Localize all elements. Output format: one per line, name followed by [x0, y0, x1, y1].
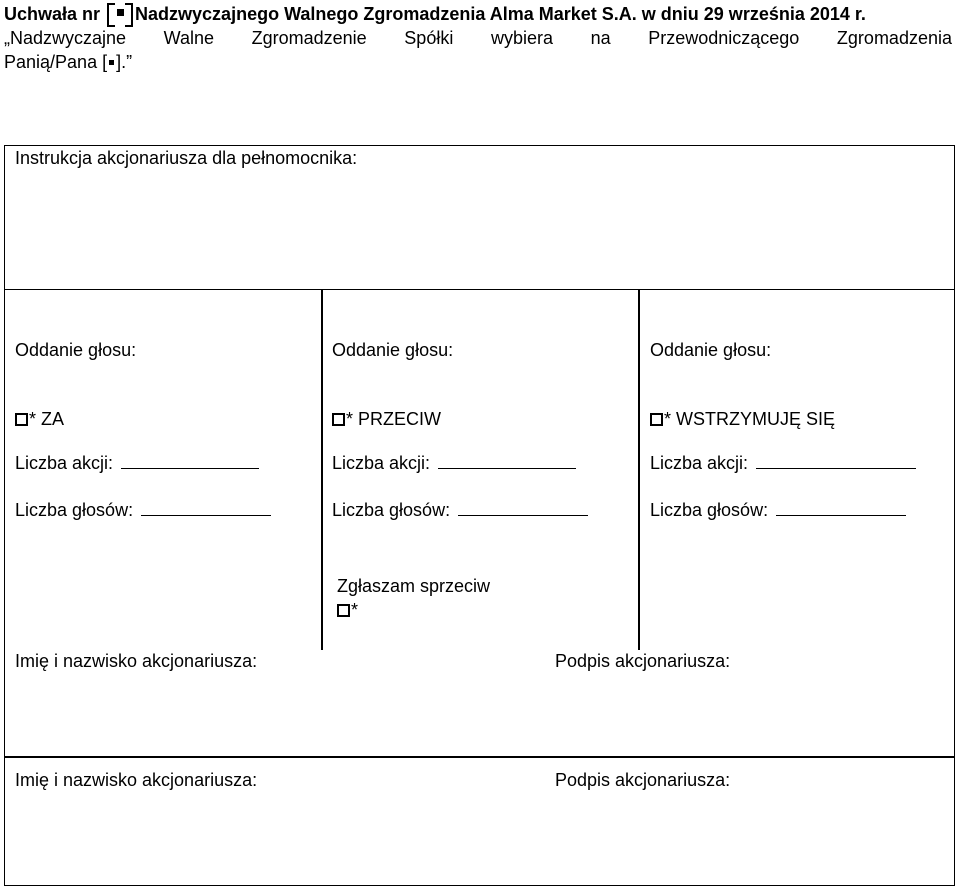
resolution-title-prefix: Uchwała nr	[4, 4, 106, 24]
resolution-text-line2-suffix: ].”	[116, 52, 133, 72]
placeholder-bracket-icon	[107, 3, 133, 23]
shares-field	[650, 453, 916, 474]
votes-input-line[interactable]	[141, 514, 271, 516]
votes-field	[332, 500, 588, 521]
shares-input-line[interactable]	[438, 467, 576, 469]
resolution-title-suffix: Nadzwyczajnego Walnego Zgromadzenia Alma Market S.A. w dniu 29 września 2014 r.	[135, 4, 866, 24]
instruction-label: Instrukcja akcjonariusza dla pełnomocnika:	[15, 148, 358, 168]
shares-field	[332, 453, 576, 474]
shareholder-signature-label: Podpis akcjonariusza:	[555, 651, 731, 671]
vote-option-for[interactable]	[15, 409, 64, 430]
vote-column-abstain	[650, 290, 950, 650]
checkbox-icon[interactable]	[15, 413, 28, 426]
shares-input-line[interactable]	[756, 467, 916, 469]
shareholder-signature-label: Podpis akcjonariusza:	[555, 770, 731, 790]
vote-option-label: * PRZECIW	[346, 409, 442, 429]
shares-label: Liczba akcji:	[15, 453, 114, 473]
row-divider	[5, 756, 954, 758]
checkbox-icon[interactable]	[337, 604, 350, 617]
objection-option[interactable]	[337, 598, 490, 622]
resolution-text-line2	[4, 50, 952, 74]
resolution-text-line1: „Nadzwyczajne Walne Zgromadzenie Spółki wybiera na Przewodniczącego Zgromadzenia	[4, 28, 952, 48]
placeholder-dot-icon	[109, 60, 114, 65]
shareholder-name-label: Imię i nazwisko akcjonariusza:	[15, 651, 258, 671]
votes-input-line[interactable]	[776, 514, 906, 516]
votes-label: Liczba głosów:	[650, 500, 769, 520]
vote-option-label: * WSTRZYMUJĘ SIĘ	[664, 409, 836, 429]
column-divider	[321, 290, 323, 650]
votes-label: Liczba głosów:	[332, 500, 451, 520]
resolution-title	[4, 2, 952, 26]
checkbox-icon[interactable]	[332, 413, 345, 426]
shares-label: Liczba akcji:	[332, 453, 431, 473]
resolution-text-line2-prefix: Panią/Pana [	[4, 52, 108, 72]
vote-label: Oddanie głosu:	[650, 340, 772, 360]
vote-column-for	[15, 290, 315, 650]
objection-label: Zgłaszam sprzeciw	[337, 576, 491, 596]
votes-field	[650, 500, 906, 521]
objection-asterisk: *	[351, 600, 359, 620]
resolution-header	[4, 2, 952, 74]
vote-option-label: * ZA	[29, 409, 65, 429]
column-divider	[638, 290, 640, 650]
vote-option-abstain[interactable]	[650, 409, 835, 430]
objection-block	[337, 574, 490, 622]
vote-label: Oddanie głosu:	[332, 340, 454, 360]
vote-label: Oddanie głosu:	[15, 340, 137, 360]
votes-input-line[interactable]	[458, 514, 588, 516]
shares-field	[15, 453, 259, 474]
instruction-box[interactable]	[5, 146, 954, 290]
votes-field	[15, 500, 271, 521]
shareholder-name-label: Imię i nazwisko akcjonariusza:	[15, 770, 258, 790]
shares-label: Liczba akcji:	[650, 453, 749, 473]
votes-label: Liczba głosów:	[15, 500, 134, 520]
proxy-instruction-form	[4, 145, 955, 886]
shares-input-line[interactable]	[121, 467, 259, 469]
checkbox-icon[interactable]	[650, 413, 663, 426]
vote-option-against[interactable]	[332, 409, 441, 430]
